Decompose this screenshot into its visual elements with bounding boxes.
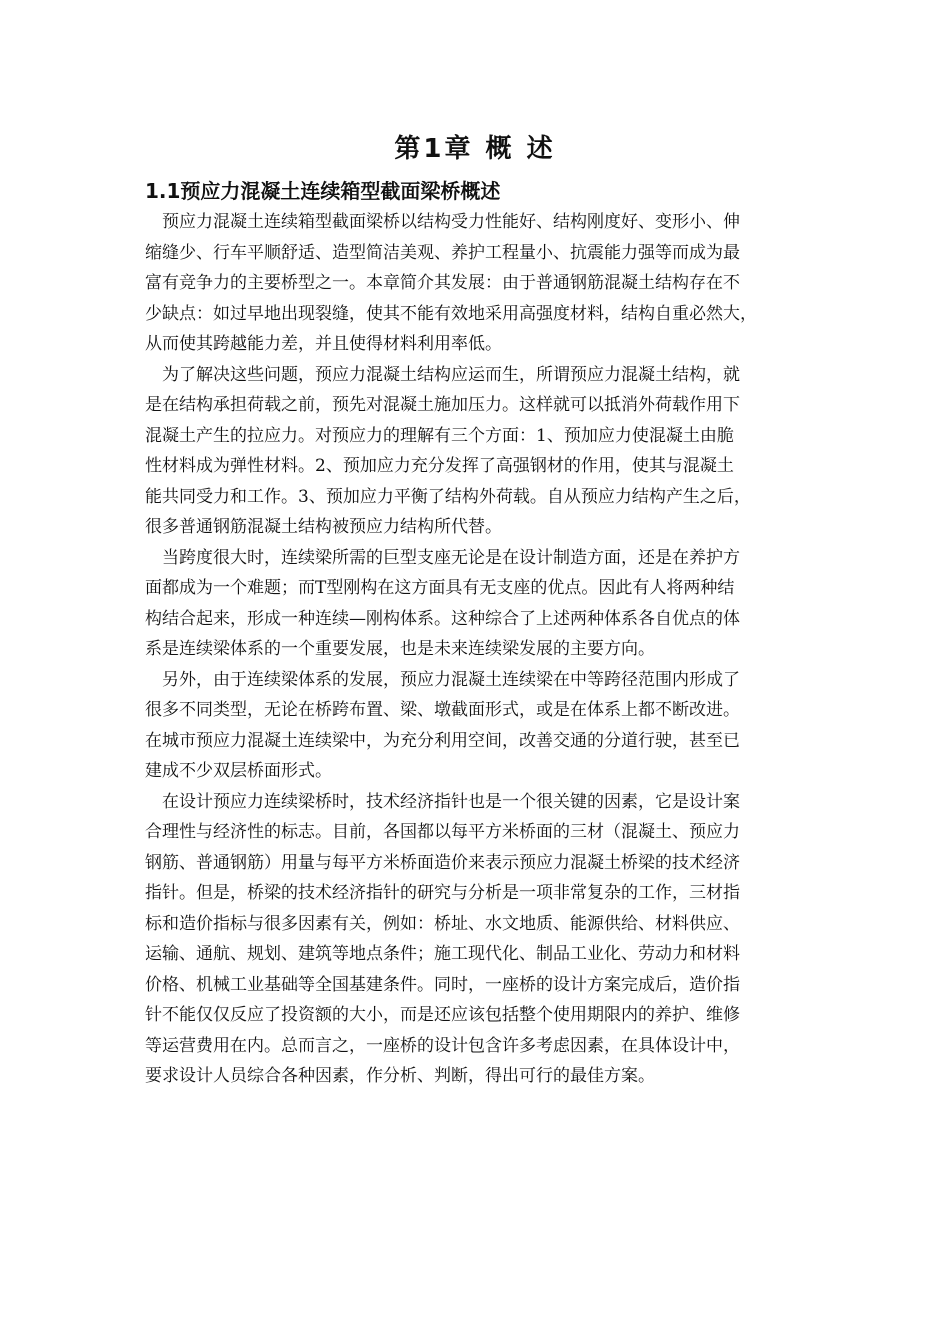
text-line: 是在结构承担荷载之前，预先对混凝土施加压力。这样就可以抵消外荷载作用下 <box>145 395 740 415</box>
text-line: 指针。但是，桥梁的技术经济指针的研究与分析是一项非常复杂的工作，三材指 <box>145 883 740 903</box>
text-line: 能共同受力和工作。3、预加应力平衡了结构外荷载。自从预应力结构产生之后， <box>145 486 751 507</box>
paragraph-2 <box>145 360 830 543</box>
text-line: 针不能仅仅反应了投资额的大小，而是还应该包括整个使用期限内的养护、维修 <box>145 1005 740 1025</box>
text-line: 系是连续梁体系的一个重要发展，也是未来连续梁发展的主要方向。 <box>145 639 655 659</box>
body-text <box>145 207 830 1092</box>
text-line: 富有竞争力的主要桥型之一。本章简介其发展：由于普通钢筋混凝土结构存在不 <box>145 273 740 293</box>
text-line: 缩缝少、行车平顺舒适、造型简洁美观、养护工程量小、抗震能力强等而成为最 <box>145 242 740 263</box>
section-title: 1.1预应力混凝土连续箱型截面梁桥概述 <box>145 179 501 203</box>
text-line: 混凝土产生的拉应力。对预应力的理解有三个方面：1、预加应力使混凝土由脆 <box>145 425 734 446</box>
text-line: 面都成为一个难题；而T型刚构在这方面具有无支座的优点。因此有人将两种结 <box>145 578 735 598</box>
text-line: 性材料成为弹性材料。2、预加应力充分发挥了高强钢材的作用，使其与混凝土 <box>145 456 734 476</box>
text-line: 为了解决这些问题，预应力混凝土结构应运而生，所谓预应力混凝土结构，就 <box>162 364 740 385</box>
text-line: 运输、通航、规划、建筑等地点条件；施工现代化、制品工业化、劳动力和材料 <box>145 944 740 964</box>
text-line: 钢筋、普通钢筋）用量与每平方米桥面造价来表示预应力混凝土桥梁的技术经济 <box>145 852 740 873</box>
text-line: 少缺点：如过早地出现裂缝，使其不能有效地采用高强度材料，结构自重必然大， <box>145 303 757 324</box>
chapter-title: 第1章 概 述 <box>394 134 556 164</box>
text-line: 从而使其跨越能力差，并且使得材料利用率低。 <box>145 334 502 354</box>
text-line: 另外，由于连续梁体系的发展，预应力混凝土连续梁在中等跨径范围内形成了 <box>162 669 740 690</box>
text-line: 要求设计人员综合各种因素，作分析、判断，得出可行的最佳方案。 <box>145 1066 655 1086</box>
text-line: 在设计预应力连续梁桥时，技术经济指针也是一个很关键的因素，它是设计案 <box>162 791 740 812</box>
paragraph-5 <box>145 787 830 1092</box>
paragraph-3 <box>145 543 830 665</box>
text-line: 合理性与经济性的标志。目前，各国都以每平方米桥面的三材（混凝土、预应力 <box>145 822 740 842</box>
text-line: 很多不同类型，无论在桥跨布置、梁、墩截面形式，或是在体系上都不断改进。 <box>145 700 740 720</box>
paragraph-1 <box>145 207 830 360</box>
text-line: 建成不少双层桥面形式。 <box>145 761 332 781</box>
text-line: 等运营费用在内。总而言之，一座桥的设计包含许多考虑因素，在具体设计中， <box>145 1035 740 1056</box>
text-line: 构结合起来，形成一种连续—刚构体系。这种综合了上述两种体系各自优点的体 <box>145 608 740 629</box>
text-line: 价格、机械工业基础等全国基建条件。同时，一座桥的设计方案完成后，造价指 <box>145 974 740 995</box>
paragraph-4 <box>145 665 830 787</box>
text-line: 标和造价指标与很多因素有关，例如：桥址、水文地质、能源供给、材料供应、 <box>145 913 740 934</box>
text-line: 当跨度很大时，连续梁所需的巨型支座无论是在设计制造方面，还是在养护方 <box>162 547 740 568</box>
text-line: 预应力混凝土连续箱型截面梁桥以结构受力性能好、结构刚度好、变形小、伸 <box>162 212 740 232</box>
text-line: 在城市预应力混凝土连续梁中，为充分利用空间，改善交通的分道行驶，甚至已 <box>145 730 740 751</box>
text-line: 很多普通钢筋混凝土结构被预应力结构所代替。 <box>145 517 502 537</box>
